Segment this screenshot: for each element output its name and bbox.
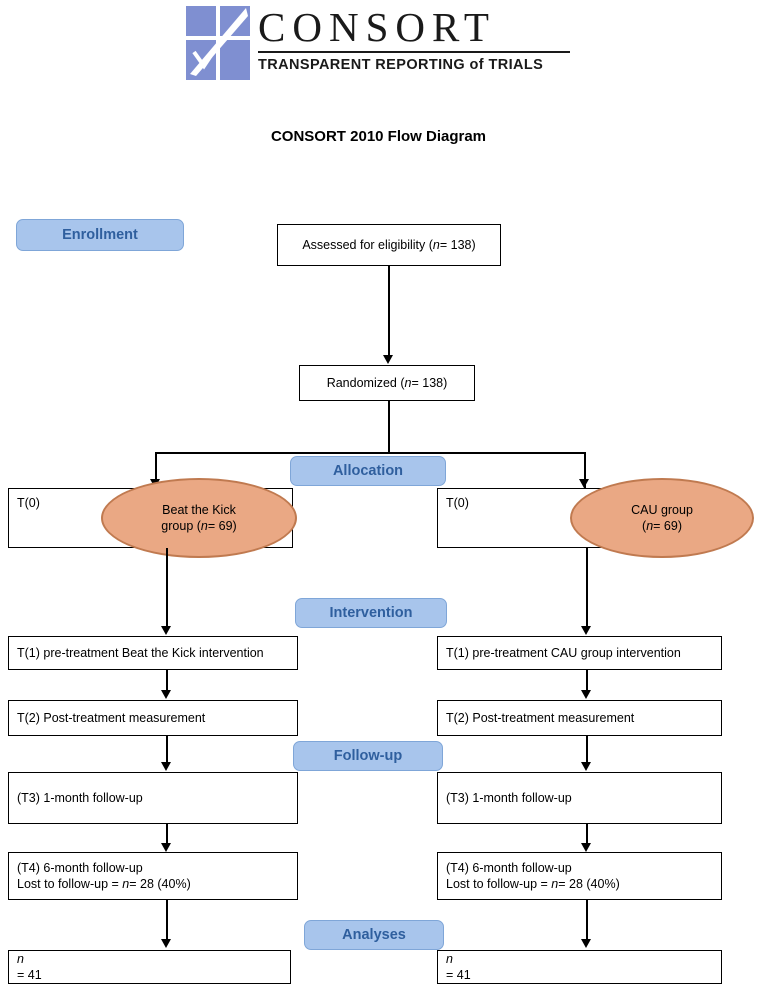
connector-right-t4-to-analysis	[586, 900, 588, 940]
ellipse-right-line2: (n= 69)	[642, 519, 682, 533]
logo-divider	[258, 51, 570, 53]
consort-logo-mark-icon	[186, 6, 250, 80]
node-t4-left-line2: Lost to follow-up = n= 28 (40%)	[17, 877, 191, 891]
node-assessed-for-eligibility: Assessed for eligibility ( n = 138)	[277, 224, 501, 266]
arrowhead-assessed-to-randomized	[383, 355, 393, 364]
node-t4-left-line1: (T4) 6-month follow-up	[17, 861, 143, 875]
logo-tagline: TRANSPARENT REPORTING of TRIALS	[258, 57, 544, 73]
arrowhead-to-right-group	[579, 479, 589, 488]
page-title: CONSORT 2010 Flow Diagram	[270, 128, 487, 145]
logo-checkmark-icon	[188, 8, 248, 78]
arrowhead-left-t2-to-t3	[161, 762, 171, 771]
stage-label-intervention: Intervention	[295, 598, 447, 628]
connector-left-t2-to-t3	[166, 736, 168, 763]
consort-logo	[186, 4, 576, 82]
connector-right-t3-to-t4	[586, 824, 588, 844]
connector-left-t1-to-t2	[166, 670, 168, 691]
connector-allocation-split	[155, 452, 585, 454]
stage-label-followup: Follow-up	[293, 741, 443, 771]
connector-left-t0-to-t1	[166, 548, 168, 626]
node-t0-left-label: T(0)	[17, 496, 40, 510]
node-t1-right: T(1) pre-treatment CAU group intervention	[437, 636, 722, 670]
connector-assessed-to-randomized	[388, 266, 390, 356]
connector-right-t0-to-t1	[586, 548, 588, 626]
node-randomized: Randomized ( n = 138)	[299, 365, 475, 401]
ellipse-left-line1: Beat the Kick	[162, 503, 236, 517]
node-t2-right: T(2) Post-treatment measurement	[437, 700, 722, 736]
connector-randomized-down	[388, 401, 390, 453]
arrowhead-right-t3-to-t4	[581, 843, 591, 852]
stage-label-analyses: Analyses	[304, 920, 444, 950]
connector-right-t2-to-t3	[586, 736, 588, 763]
node-t0-right-label: T(0)	[446, 496, 469, 510]
node-t4-left	[8, 852, 298, 900]
arrowhead-left-t1-to-t2	[161, 690, 171, 699]
highlight-ellipse-beat-the-kick	[101, 478, 297, 558]
node-t4-right	[437, 852, 722, 900]
logo-text-block	[258, 4, 576, 73]
arrowhead-left-t0-to-t1	[161, 626, 171, 635]
node-t4-right-line2: Lost to follow-up = n= 28 (40%)	[446, 877, 620, 891]
arrowhead-left-t3-to-t4	[161, 843, 171, 852]
arrowhead-right-t1-to-t2	[581, 690, 591, 699]
ellipse-left-line2: group (n= 69)	[161, 519, 237, 533]
arrowhead-right-t0-to-t1	[581, 626, 591, 635]
highlight-ellipse-cau-group	[570, 478, 754, 558]
node-t3-right: (T3) 1-month follow-up	[437, 772, 722, 824]
stage-label-enrollment: Enrollment	[16, 219, 184, 251]
arrowhead-right-t2-to-t3	[581, 762, 591, 771]
logo-wordmark: CONSORT	[258, 4, 496, 50]
node-t3-left: (T3) 1-month follow-up	[8, 772, 298, 824]
ellipse-right-line1: CAU group	[631, 503, 693, 517]
stage-label-allocation: Allocation	[290, 456, 446, 486]
connector-left-t4-to-analysis	[166, 900, 168, 940]
node-analysis-left: n = 41	[8, 950, 291, 984]
node-t1-left: T(1) pre-treatment Beat the Kick intervention	[8, 636, 298, 670]
connector-left-t3-to-t4	[166, 824, 168, 844]
node-analysis-right: n = 41	[437, 950, 722, 984]
node-t4-right-line1: (T4) 6-month follow-up	[446, 861, 572, 875]
connector-right-t1-to-t2	[586, 670, 588, 691]
node-t2-left: T(2) Post-treatment measurement	[8, 700, 298, 736]
arrowhead-left-t4-to-analysis	[161, 939, 171, 948]
arrowhead-right-t4-to-analysis	[581, 939, 591, 948]
